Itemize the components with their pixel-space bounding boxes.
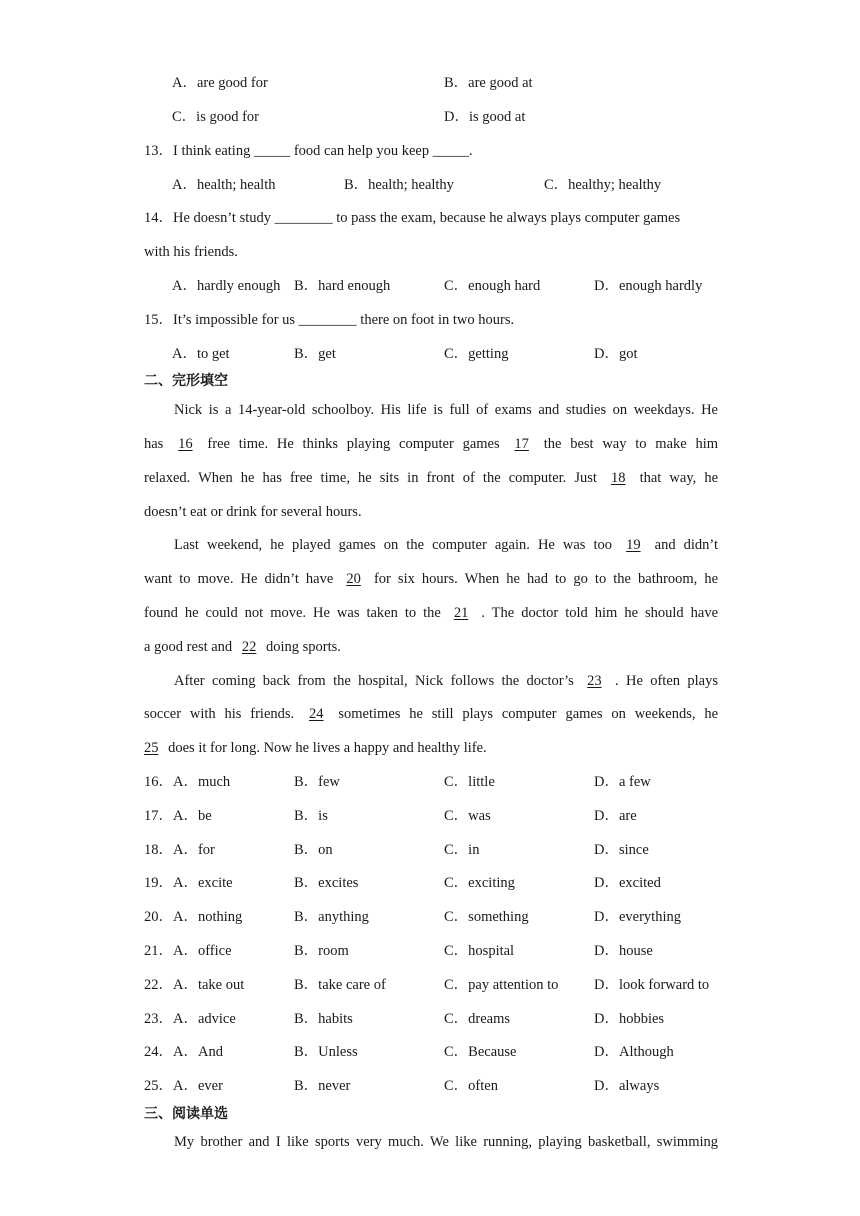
q15-option-c: C．getting [444, 346, 509, 362]
blank-25: 25 [144, 740, 159, 756]
cloze-option-24-b: B．Unless [294, 1044, 358, 1061]
blank-16: 16 [178, 436, 193, 452]
blank-24: 24 [309, 706, 324, 722]
blank-21: 21 [453, 605, 469, 621]
passage-line [144, 637, 718, 657]
cloze-option-17-c: C．was [444, 807, 491, 824]
cloze-option-19-b: B．excites [294, 875, 359, 892]
q14-option-d: D．enough hardly [594, 278, 703, 294]
q13-option-c: C．healthy; healthy [544, 177, 662, 193]
blank-23: 23 [587, 673, 602, 689]
cloze-option-22-c: C．pay attention to [444, 976, 559, 993]
q12-option-b: B．are good at [444, 75, 533, 91]
blank-22: 22 [241, 639, 257, 655]
passage-text: has [144, 436, 164, 452]
cloze-option-22-d: D．look forward to [594, 976, 710, 993]
cloze-option-24-c: C．Because [444, 1044, 517, 1061]
passage-line: doesn’t eat or drink for several hours. [144, 504, 362, 520]
cloze-option-19-d: D．excited [594, 875, 661, 892]
passage-text: sometimes he still plays computer games on weekends, he [338, 706, 719, 722]
passage-line [144, 704, 718, 724]
q14-option-a: A．hardly enough [172, 278, 281, 294]
q14-stem-line2: with his friends. [144, 244, 238, 260]
cloze-option-23-b: B．habits [294, 1010, 353, 1027]
cloze-option-19-a: 19．A．excite [144, 875, 233, 892]
cloze-option-18-a: 18．A．for [144, 841, 215, 858]
cloze-option-16-b: B．few [294, 774, 340, 790]
cloze-option-18-d: D．since [594, 841, 649, 858]
q12-option-c: C．is good for [172, 109, 259, 125]
cloze-option-25-d: D．always [594, 1078, 660, 1095]
cloze-option-22-b: B．take care of [294, 976, 386, 993]
cloze-option-16-d: D．a few [594, 774, 651, 790]
cloze-option-18-b: B．on [294, 841, 333, 858]
cloze-option-17-a: 17．A．be [144, 807, 212, 824]
section-title-reading: 三、阅读单选 [144, 1106, 228, 1122]
passage-text: . The doctor told him he should have [481, 605, 719, 621]
cloze-option-21-c: C．hospital [444, 943, 515, 959]
cloze-option-21-d: D．house [594, 943, 653, 959]
q14-option-c: C．enough hard [444, 278, 541, 294]
passage-line [144, 569, 718, 589]
passage-text: for six hours. When he had to go to the bathroom, he [373, 571, 719, 587]
passage-text: and didn’t [654, 537, 719, 553]
q15-option-d: D．got [594, 346, 638, 362]
cloze-option-17-b: B．is [294, 807, 328, 824]
q15-option-a: A．to get [172, 346, 230, 362]
blank-17: 17 [514, 436, 529, 452]
passage-text: doing sports. [265, 639, 341, 655]
cloze-option-21-b: B．room [294, 943, 349, 959]
cloze-option-16-a: 16．A．much [144, 774, 231, 790]
passage-line [144, 738, 718, 758]
cloze-option-20-a: 20．A．nothing [144, 909, 243, 926]
passage-text: relaxed. When he has free time, he sits in front of the computer. Just [144, 470, 597, 486]
passage-text: found he could not move. He was taken to the [144, 605, 441, 621]
passage-text: does it for long. Now he lives a happy and healthy life. [168, 740, 487, 756]
q14-stem-line1: 14．He doesn’t study ________ to pass the exam, because he always plays computer games [144, 210, 681, 226]
passage-line: Nick is a 14-year-old schoolboy. His life is full of exams and studies on weekdays. He [174, 402, 718, 418]
blank-20: 20 [346, 571, 361, 587]
blank-19: 19 [626, 537, 641, 553]
passage-text: free time. He thinks playing computer games [207, 436, 500, 452]
passage-line [174, 535, 718, 555]
passage-text: the best way to make him [543, 436, 719, 452]
cloze-option-24-d: D．Although [594, 1044, 674, 1061]
passage-line [174, 671, 718, 691]
cloze-option-23-d: D．hobbies [594, 1010, 665, 1027]
passage-text: After coming back from the hospital, Nick follows the doctor’s [174, 673, 574, 689]
q15-stem: 15．It’s impossible for us ________ there on foot in two hours. [144, 312, 515, 328]
passage-text: Last weekend, he played games on the computer again. He was too [174, 537, 613, 553]
cloze-option-20-d: D．everything [594, 909, 681, 926]
passage-line [144, 468, 718, 488]
cloze-option-23-c: C．dreams [444, 1010, 511, 1027]
passage-text: . He often plays [614, 673, 718, 689]
cloze-option-23-a: 23．A．advice [144, 1010, 236, 1027]
q13-stem: 13．I think eating _____ food can help you keep _____. [144, 143, 473, 159]
cloze-option-24-a: 24．A．And [144, 1044, 223, 1061]
q13-option-b: B．health; healthy [344, 177, 454, 193]
cloze-option-16-c: C．little [444, 774, 495, 790]
cloze-option-17-d: D．are [594, 807, 637, 824]
blank-18: 18 [611, 470, 626, 486]
cloze-option-18-c: C．in [444, 841, 480, 858]
section-title-cloze: 二、完形填空 [144, 373, 228, 389]
passage-text: soccer with his friends. [144, 706, 295, 722]
q12-option-d: D．is good at [444, 109, 526, 125]
reading-line: My brother and I like sports very much. We like running, playing basketball, swimming [174, 1134, 718, 1150]
passage-line [144, 603, 718, 623]
passage-text: that way, he [639, 470, 719, 486]
q14-option-b: B．hard enough [294, 278, 391, 294]
cloze-option-25-b: B．never [294, 1078, 351, 1095]
cloze-option-25-a: 25．A．ever [144, 1078, 223, 1095]
cloze-option-21-a: 21．A．office [144, 943, 232, 959]
q13-option-a: A．health; health [172, 177, 276, 193]
passage-text: a good rest and [144, 639, 233, 655]
cloze-option-20-b: B．anything [294, 909, 369, 926]
passage-text: want to move. He didn’t have [144, 571, 334, 587]
q15-option-b: B．get [294, 346, 336, 362]
passage-line [144, 434, 718, 454]
q12-option-a: A．are good for [172, 75, 268, 91]
cloze-option-25-c: C．often [444, 1078, 498, 1095]
cloze-option-19-c: C．exciting [444, 875, 515, 892]
cloze-option-22-a: 22．A．take out [144, 976, 245, 993]
cloze-option-20-c: C．something [444, 909, 529, 926]
